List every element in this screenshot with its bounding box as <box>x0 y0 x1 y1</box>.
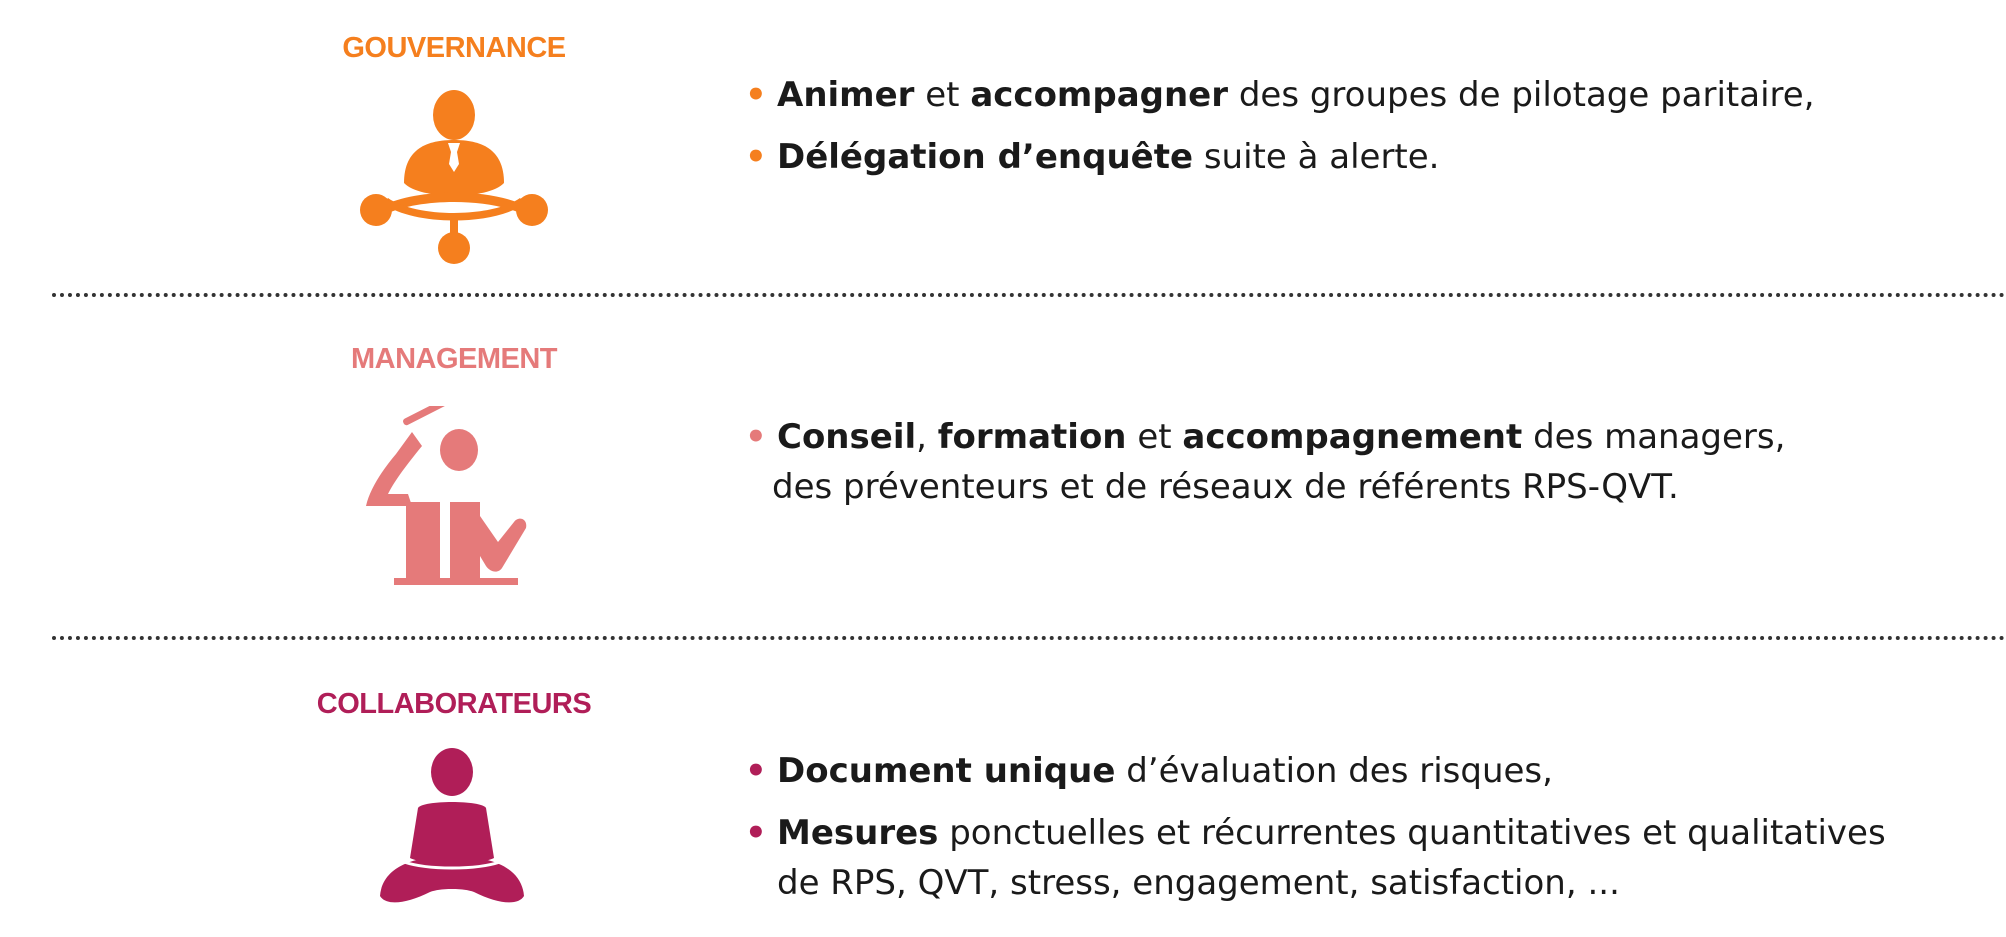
continuation-text: des préventeurs et de réseaux de référents RPS-QVT. <box>772 467 1679 507</box>
plain-text: et <box>914 75 971 115</box>
bullet-dot-icon: • <box>745 137 767 177</box>
list-item <box>745 808 1886 908</box>
bullet-dot-icon: • <box>745 75 767 115</box>
meditation-icon <box>378 746 526 908</box>
bold-text: Document unique <box>777 751 1116 791</box>
list-item <box>745 132 1815 182</box>
list-item <box>745 746 1886 796</box>
collaborateurs-bullet-list <box>745 746 1886 920</box>
dotted-divider <box>52 293 2006 297</box>
bold-text: Délégation d’enquête <box>777 137 1194 177</box>
bullet-dot-icon: • <box>745 417 767 457</box>
bold-text: Conseil <box>777 417 917 457</box>
bullet-dot-icon: • <box>745 813 767 853</box>
plain-text: , <box>916 417 938 457</box>
network-person-icon <box>358 88 550 266</box>
list-item <box>745 412 1785 512</box>
section-management <box>0 330 2006 620</box>
section-title-gouvernance: GOUVERNANCE <box>342 32 566 64</box>
section-title-management: MANAGEMENT <box>350 343 558 375</box>
bold-text: accompagner <box>970 75 1229 115</box>
plain-text: des managers, <box>1522 417 1786 457</box>
bold-text: Animer <box>777 75 915 115</box>
bullet-dot-icon: • <box>745 751 767 791</box>
continuation-text: de RPS, QVT, stress, engagement, satisfaction, ... <box>777 863 1620 903</box>
presenter-icon <box>360 406 555 588</box>
management-bullet-list <box>745 412 1785 524</box>
plain-text: ponctuelles et récurrentes quantitatives et qualitatives <box>938 813 1886 853</box>
list-item <box>745 70 1815 120</box>
section-title-collaborateurs: COLLABORATEURS <box>316 688 592 720</box>
plain-text: et <box>1126 417 1183 457</box>
plain-text: suite à alerte. <box>1193 137 1440 177</box>
plain-text: d’évaluation des risques, <box>1115 751 1553 791</box>
dotted-divider <box>52 636 2006 640</box>
section-collaborateurs <box>0 676 2006 937</box>
gouvernance-bullet-list <box>745 70 1815 194</box>
bold-text: accompagnement <box>1182 417 1523 457</box>
plain-text: des groupes de pilotage paritaire, <box>1228 75 1815 115</box>
bold-text: formation <box>937 417 1127 457</box>
section-gouvernance <box>0 0 2006 290</box>
bold-text: Mesures <box>777 813 939 853</box>
